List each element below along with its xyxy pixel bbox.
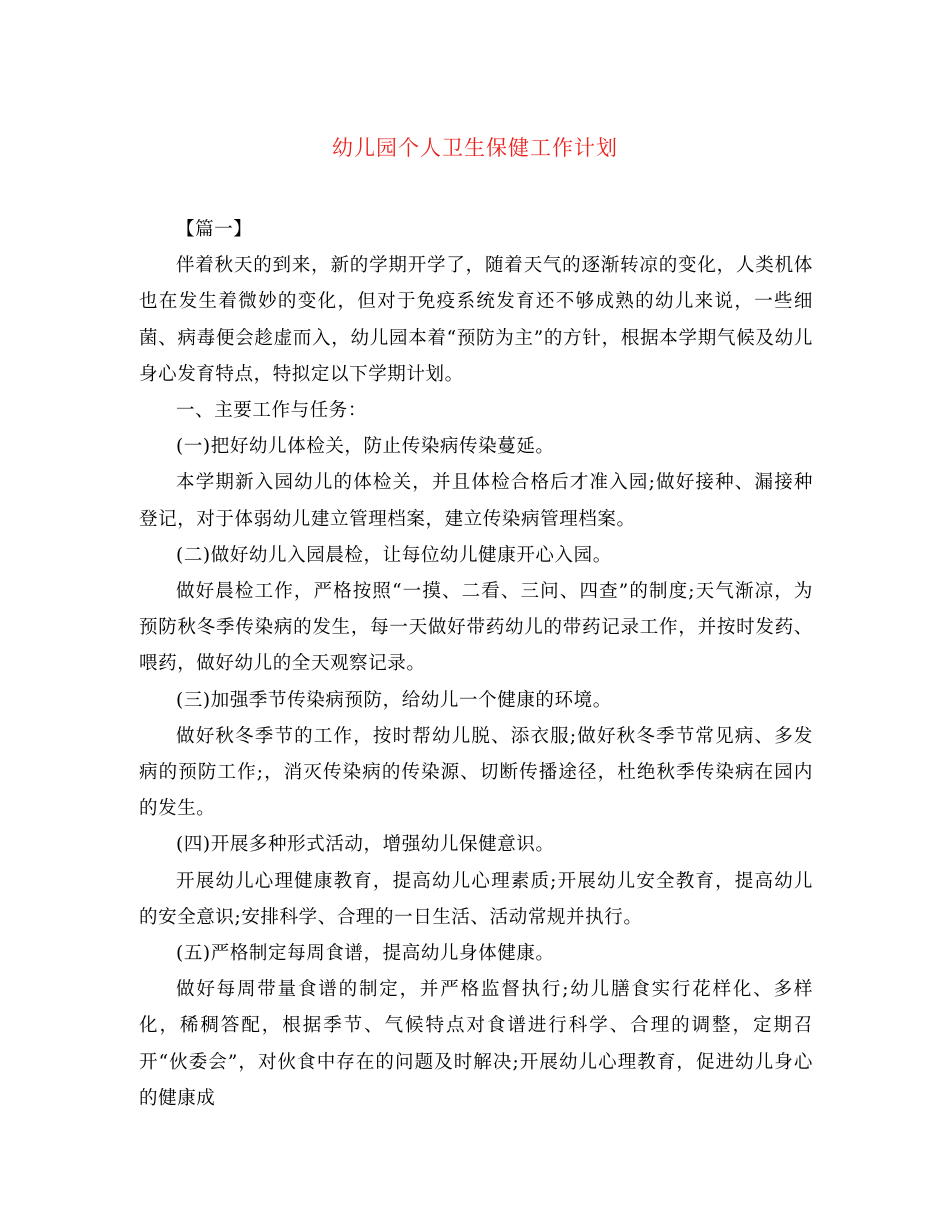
body-paragraph-4: 开展幼儿心理健康教育，提高幼儿心理素质;开展幼儿安全教育，提高幼儿的安全意识;安排科学、合理的一日生活、活动常规并执行。 [139,870,813,928]
subheading-4: (四)开展多种形式活动，增强幼儿保健意识。 [176,834,555,856]
document-body [139,212,813,1117]
subheading-3: (三)加强季节传染病预防，给幼儿一个健康的环境。 [176,689,612,711]
body-paragraph-3: 做好秋冬季节的工作，按时帮幼儿脱、添衣服;做好秋冬季节常见病、多发病的预防工作;，消灭传染病的传染源、切断传播途径，杜绝秋季传染病在园内的发生。 [139,725,813,820]
body-paragraph-2: 做好晨检工作，严格按照“一摸、二看、三问、四查”的制度;天气渐凉，为预防秋冬季传染病的发生，每一天做好带药幼儿的带药记录工作，并按时发药、喂药，做好幼儿的全天观察记录。 [139,581,813,675]
document-title: 幼儿园个人卫生保健工作计划 [332,136,618,160]
intro-paragraph: 伴着秋天的到来，新的学期开学了，随着天气的逐渐转凉的变化，人类机体也在发生着微妙的变化，但对于免疫系统发育还不够成熟的幼儿来说，一些细菌、病毒便会趁虚而入，幼儿园本着“预防为主”的方针，根据本学期气候及幼儿身心发育特点，特拟定以下学期计划。 [139,255,813,385]
body-paragraph-1: 本学期新入园幼儿的体检关，并且体检合格后才准入园;做好接种、漏接种登记，对于体弱幼儿建立管理档案，建立传染病管理档案。 [139,472,813,530]
section-label: 【篇一】 [176,219,253,240]
section-heading: 一、主要工作与任务： [176,400,368,422]
subheading-2: (二)做好幼儿入园晨检，让每位幼儿健康开心入园。 [176,544,612,566]
body-paragraph-5: 做好每周带量食谱的制定，并严格监督执行;幼儿膳食实行花样化、多样化，稀稠答配，根据季节、气候特点对食谱进行科学、合理的调整，定期召开“伙委会”，对伙食中存在的问题及时解决;开展幼儿心理教育，促进幼儿身心的健康成 [139,979,813,1109]
subheading-1: (一)把好幼儿体检关，防止传染病传染蔓延。 [176,436,555,458]
subheading-5: (五)严格制定每周食谱，提高幼儿身体健康。 [176,943,555,965]
